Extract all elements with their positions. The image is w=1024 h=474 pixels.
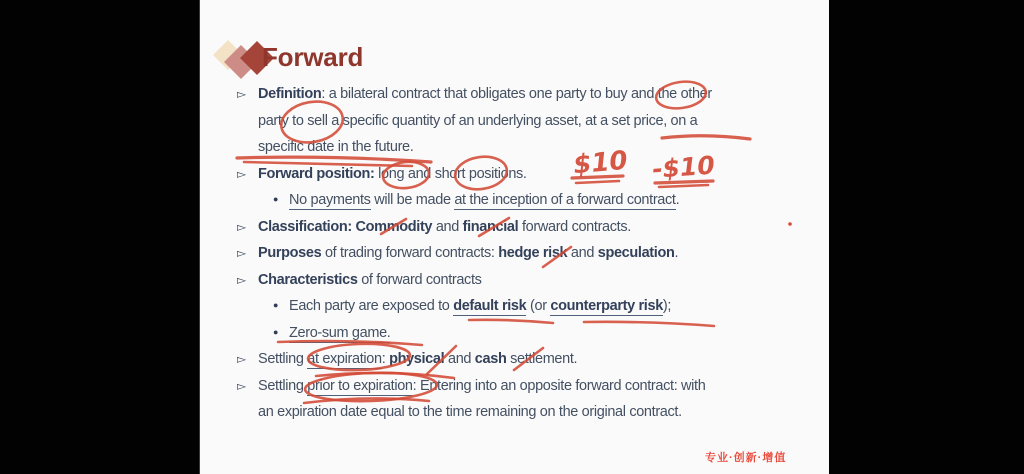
bullet-line [258,404,682,424]
dot-bullet-icon: ● [273,327,279,337]
text-segment: and [567,245,598,261]
text-segment: speculation [597,245,675,261]
letterbox-left [0,0,199,474]
text-segment: hedge risk [498,245,568,261]
text-segment: forward contracts. [518,219,631,235]
bullet-line [237,245,678,265]
text-segment: and [432,219,463,235]
text-segment: and [444,351,475,367]
bullet-line [258,113,697,133]
text-segment: party to sell a specific quantity of an underlying asset, at a set price, on a [258,113,698,129]
footer-slogan: 专业·创新·增值 [705,452,787,464]
bullet-line [237,86,712,106]
text-segment: Definition [258,86,322,102]
letterbox-right [829,0,1024,474]
text-segment: settlement. [506,351,578,367]
text-segment: financial [462,219,519,235]
text-segment: ); [662,298,672,314]
bullet-line [237,378,705,398]
text-segment: counterparty risk [550,298,663,314]
arrow-bullet-icon: ▻ [237,352,246,366]
text-segment: default risk [453,298,527,314]
arrow-bullet-icon: ▻ [237,273,246,287]
text-segment: of forward contracts [357,272,482,288]
text-segment: an expiration date equal to the time remaining on the original contract. [258,404,682,420]
text-segment: Classification: Commodity [258,219,433,235]
text-segment: . [675,192,680,208]
text-segment: Zero-sum game. [289,325,391,341]
arrow-bullet-icon: ▻ [237,246,246,260]
text-segment: No payments [289,192,371,208]
bullet-line [237,272,482,292]
text-segment: at expiration [307,351,382,367]
text-segment: prior to expiration [307,378,413,394]
text-segment: : a bilateral contract that obligates one party to buy and the other [321,86,712,102]
slide [199,0,830,474]
text-segment: . [674,245,679,261]
text-segment: Characteristics [258,272,358,288]
bullet-list [200,0,830,474]
text-segment: Forward position: [258,166,375,182]
bullet-line [273,325,390,345]
bullet-line [237,219,631,239]
text-segment: (or [526,298,551,314]
payoff-long-text: $10 [572,145,629,181]
bullet-line [273,192,679,212]
bullet-line [237,351,577,371]
text-segment: : Entering into an opposite forward contract: with [412,378,706,394]
text-segment: Settling [258,378,308,394]
text-segment: Settling [258,351,308,367]
dot-bullet-icon: ● [273,300,279,310]
dot-bullet-icon: ● [273,194,279,204]
text-segment: at the inception of a forward contract [454,192,676,208]
bullet-line [258,139,413,159]
text-segment: : [381,351,390,367]
arrow-bullet-icon: ▻ [237,379,246,393]
text-segment: Each party are exposed to [289,298,454,314]
text-segment: of trading forward contracts: [321,245,499,261]
text-segment: physical [389,351,445,367]
arrow-bullet-icon: ▻ [237,87,246,101]
text-segment: Purposes [258,245,322,261]
payoff-short-text: -$10 [651,150,716,184]
text-segment: will be made [370,192,455,208]
arrow-bullet-icon: ▻ [237,167,246,181]
text-segment: specific date in the future. [258,139,414,155]
bullet-line [273,298,671,318]
page-title: Forward [262,42,364,72]
text-segment: cash [474,351,507,367]
arrow-bullet-icon: ▻ [237,220,246,234]
text-segment: long and short positions. [374,166,527,182]
bullet-line [237,166,527,186]
